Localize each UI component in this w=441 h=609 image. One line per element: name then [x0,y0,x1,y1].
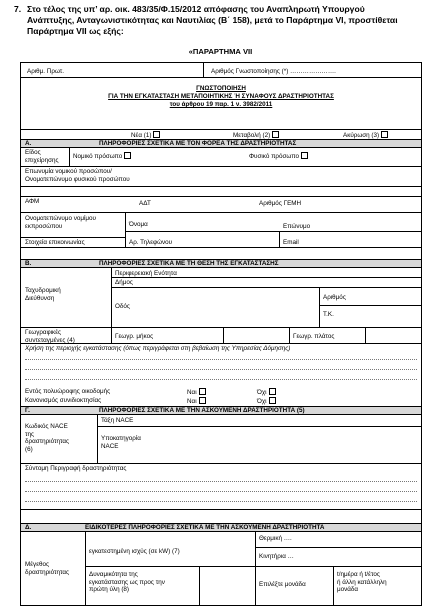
intro-line-3: Παράρτημα VII ως εξής: [27,26,124,36]
natural-person-option[interactable]: Φυσικό πρόσωπο [249,152,308,161]
section-a-letter: Α. [25,140,32,147]
activity-description-label: Σύντομη Περιγραφή δραστηριότητας [25,465,127,472]
longitude-label: Γεωγρ. μήκος [115,333,154,340]
legal-person-checkbox[interactable] [124,152,131,159]
annex-title: «ΠΑΡΑΡΤΗΜΑ VII [188,47,253,56]
period-unit-label: t/ημέρα ή t/έτος ή άλλη κατάλληλη μονάδα [337,571,387,593]
entity-name-label: Επωνυμία νομικού προσώπου/ Ονοματεπώνυμο φυσικού προσώπου [25,168,130,183]
new-checkbox[interactable] [153,131,160,138]
multi-storey-no[interactable]: Όχι [257,388,276,397]
business-type-label: Είδος επιχείρησης [25,149,59,164]
surname-label: Επώνυμο [283,223,311,230]
co-ownership-no-checkbox[interactable] [269,397,276,404]
thermal-power-label: Θερμική …. [259,535,292,542]
form-law-reference: του άρθρου 19 παρ. 1 ν. 3982/2011 [169,101,273,108]
postal-address-label: Ταχυδρομική Διεύθυνση [25,287,61,302]
notification-number-label: Αριθμός Γνωστοποίησης (*) …………………. [211,68,336,75]
activity-size-label: Μέγεθος δραστηριότητας [25,561,70,576]
nace-code-label: Κωδικός NACE της δραστηριότητας (6) [25,423,70,453]
intro-line-2: Ανάπτυξης, Ανταγωνιστικότητας και Ναυτιλίας (Β΄ 158), μετά το Παράρτημα VI, προστίθεται [27,15,398,25]
capacity-label: Δυναμικότητα της εγκατάστασης ως προς την πρώτη ύλη (8) [89,571,165,593]
intro-number: 7. [14,4,22,14]
co-ownership-yes-checkbox[interactable] [199,397,206,404]
protocol-label: Αριθμ. Πρωτ. [27,68,65,75]
motive-power-label: Κινητήρια … [259,553,294,560]
multi-storey-yes[interactable]: Ναι [187,388,206,397]
change-checkbox[interactable] [272,131,279,138]
option-change[interactable]: Μεταβολή (2) [233,131,279,140]
section-c-title: ΠΛΗΡΟΦΟΡΙΕΣ ΣΧΕΤΙΚΑ ΜΕ ΤΗΝ ΑΣΚΟΥΜΕΝΗ ΔΡΑΣΤΗΡΙΟΤΗΤΑ (5) [99,407,305,414]
intro-paragraph [14,4,432,37]
geo-coordinates-label: Γεωγραφικές συντεταγμένες (4) [25,329,75,344]
street-number-label: Αριθμός [323,294,346,301]
option-new[interactable]: Νέα (1) [131,131,160,140]
form-subtitle: ΓΙΑ ΤΗΝ ΕΓΚΑΤΑΣΤΑΣΗ ΜΕΤΑΠΟΙΗΤΙΚΗΣ Ή ΣΥΝΑΦΟΥΣ ΔΡΑΣΤΗΡΙΟΤΗΤΑΣ [108,93,334,100]
legal-rep-label: Ονοματεπώνυμο νομίμου εκπροσώπου [25,215,97,230]
co-ownership-no[interactable]: Όχι [257,397,276,406]
natural-person-checkbox[interactable] [301,152,308,159]
afm-label: ΑΦΜ [25,198,40,205]
street-label: Οδός [115,303,130,310]
adt-label: ΑΔΤ [139,200,151,207]
nace-subcategory-label: Υποκατηγορία NACE [101,435,141,450]
form-title: ΓΝΩΣΤΟΠΟΙΗΣΗ [196,85,246,92]
section-c-letter: Γ. [25,407,30,414]
latitude-label: Γεωγρ. πλάτος [293,333,335,340]
section-d-title: ΕΙΔΙΚΟΤΕΡΕΣ ΠΛΗΡΟΦΟΡΙΕΣ ΣΧΕΤΙΚΑ ΜΕ ΤΗΝ ΑΣΚΟΥΜΕΝΗ ΔΡΑΣΤΗΡΙΟΤΗΤΑ [85,524,325,531]
email-label: Email [283,239,299,246]
first-name-label: Όνομα [129,221,148,228]
legal-person-option[interactable]: Νομικό πρόσωπο [73,152,131,161]
cancel-checkbox[interactable] [381,131,388,138]
option-cancel[interactable]: Ακύρωση (3) [343,131,388,140]
nace-class-label: Τάξη NACE [101,417,134,424]
co-ownership-label: Κανονισμός συνιδιοκτησίας [25,397,102,404]
contact-label: Στοιχεία επικοινωνίας [25,239,85,246]
municipality-label: Δήμος [115,279,133,286]
phone-label: Αρ. Τηλεφώνου [129,239,173,246]
co-ownership-yes[interactable]: Ναι [187,397,206,406]
section-b-letter: Β. [25,260,32,267]
multi-storey-yes-checkbox[interactable] [199,388,206,395]
land-use-label: Χρήση της περιοχής εγκατάστασης (όπως περιγράφεται στη βεβαίωση της Υπηρεσίας Δόμησης) [25,345,291,352]
section-b-title: ΠΛΗΡΟΦΟΡΙΕΣ ΣΧΕΤΙΚΑ ΜΕ ΤΗ ΘΕΣΗ ΤΗΣ ΕΓΚΑΤΑΣΤΑΣΗΣ [99,260,279,267]
installed-power-label: εγκατεστημένη ισχύς (σε kW) (7) [89,548,180,555]
region-label: Περιφερειακή Ενότητα [115,270,177,277]
intro-line-1: Στο τέλος της υπ’ αρ. οικ. 483/35/Φ.15/2012 απόφασης του Αναπληρωτή Υπουργού [27,4,365,14]
multi-storey-label: Εντός πολυώροφης οικοδομής [25,388,111,395]
section-d-letter: Δ. [25,524,32,531]
unit-select[interactable]: Επιλέξτε μονάδα [259,581,306,588]
gemi-label: Αριθμός ΓΕΜΗ [259,200,302,207]
multi-storey-no-checkbox[interactable] [269,388,276,395]
zip-label: Τ.Κ. [323,311,334,318]
section-a-title: ΠΛΗΡΟΦΟΡΙΕΣ ΣΧΕΤΙΚΑ ΜΕ ΤΟΝ ΦΟΡΕΑ ΤΗΣ ΔΡΑΣΤΗΡΙΟΤΗΤΑΣ [99,140,297,147]
notification-form [20,62,422,606]
